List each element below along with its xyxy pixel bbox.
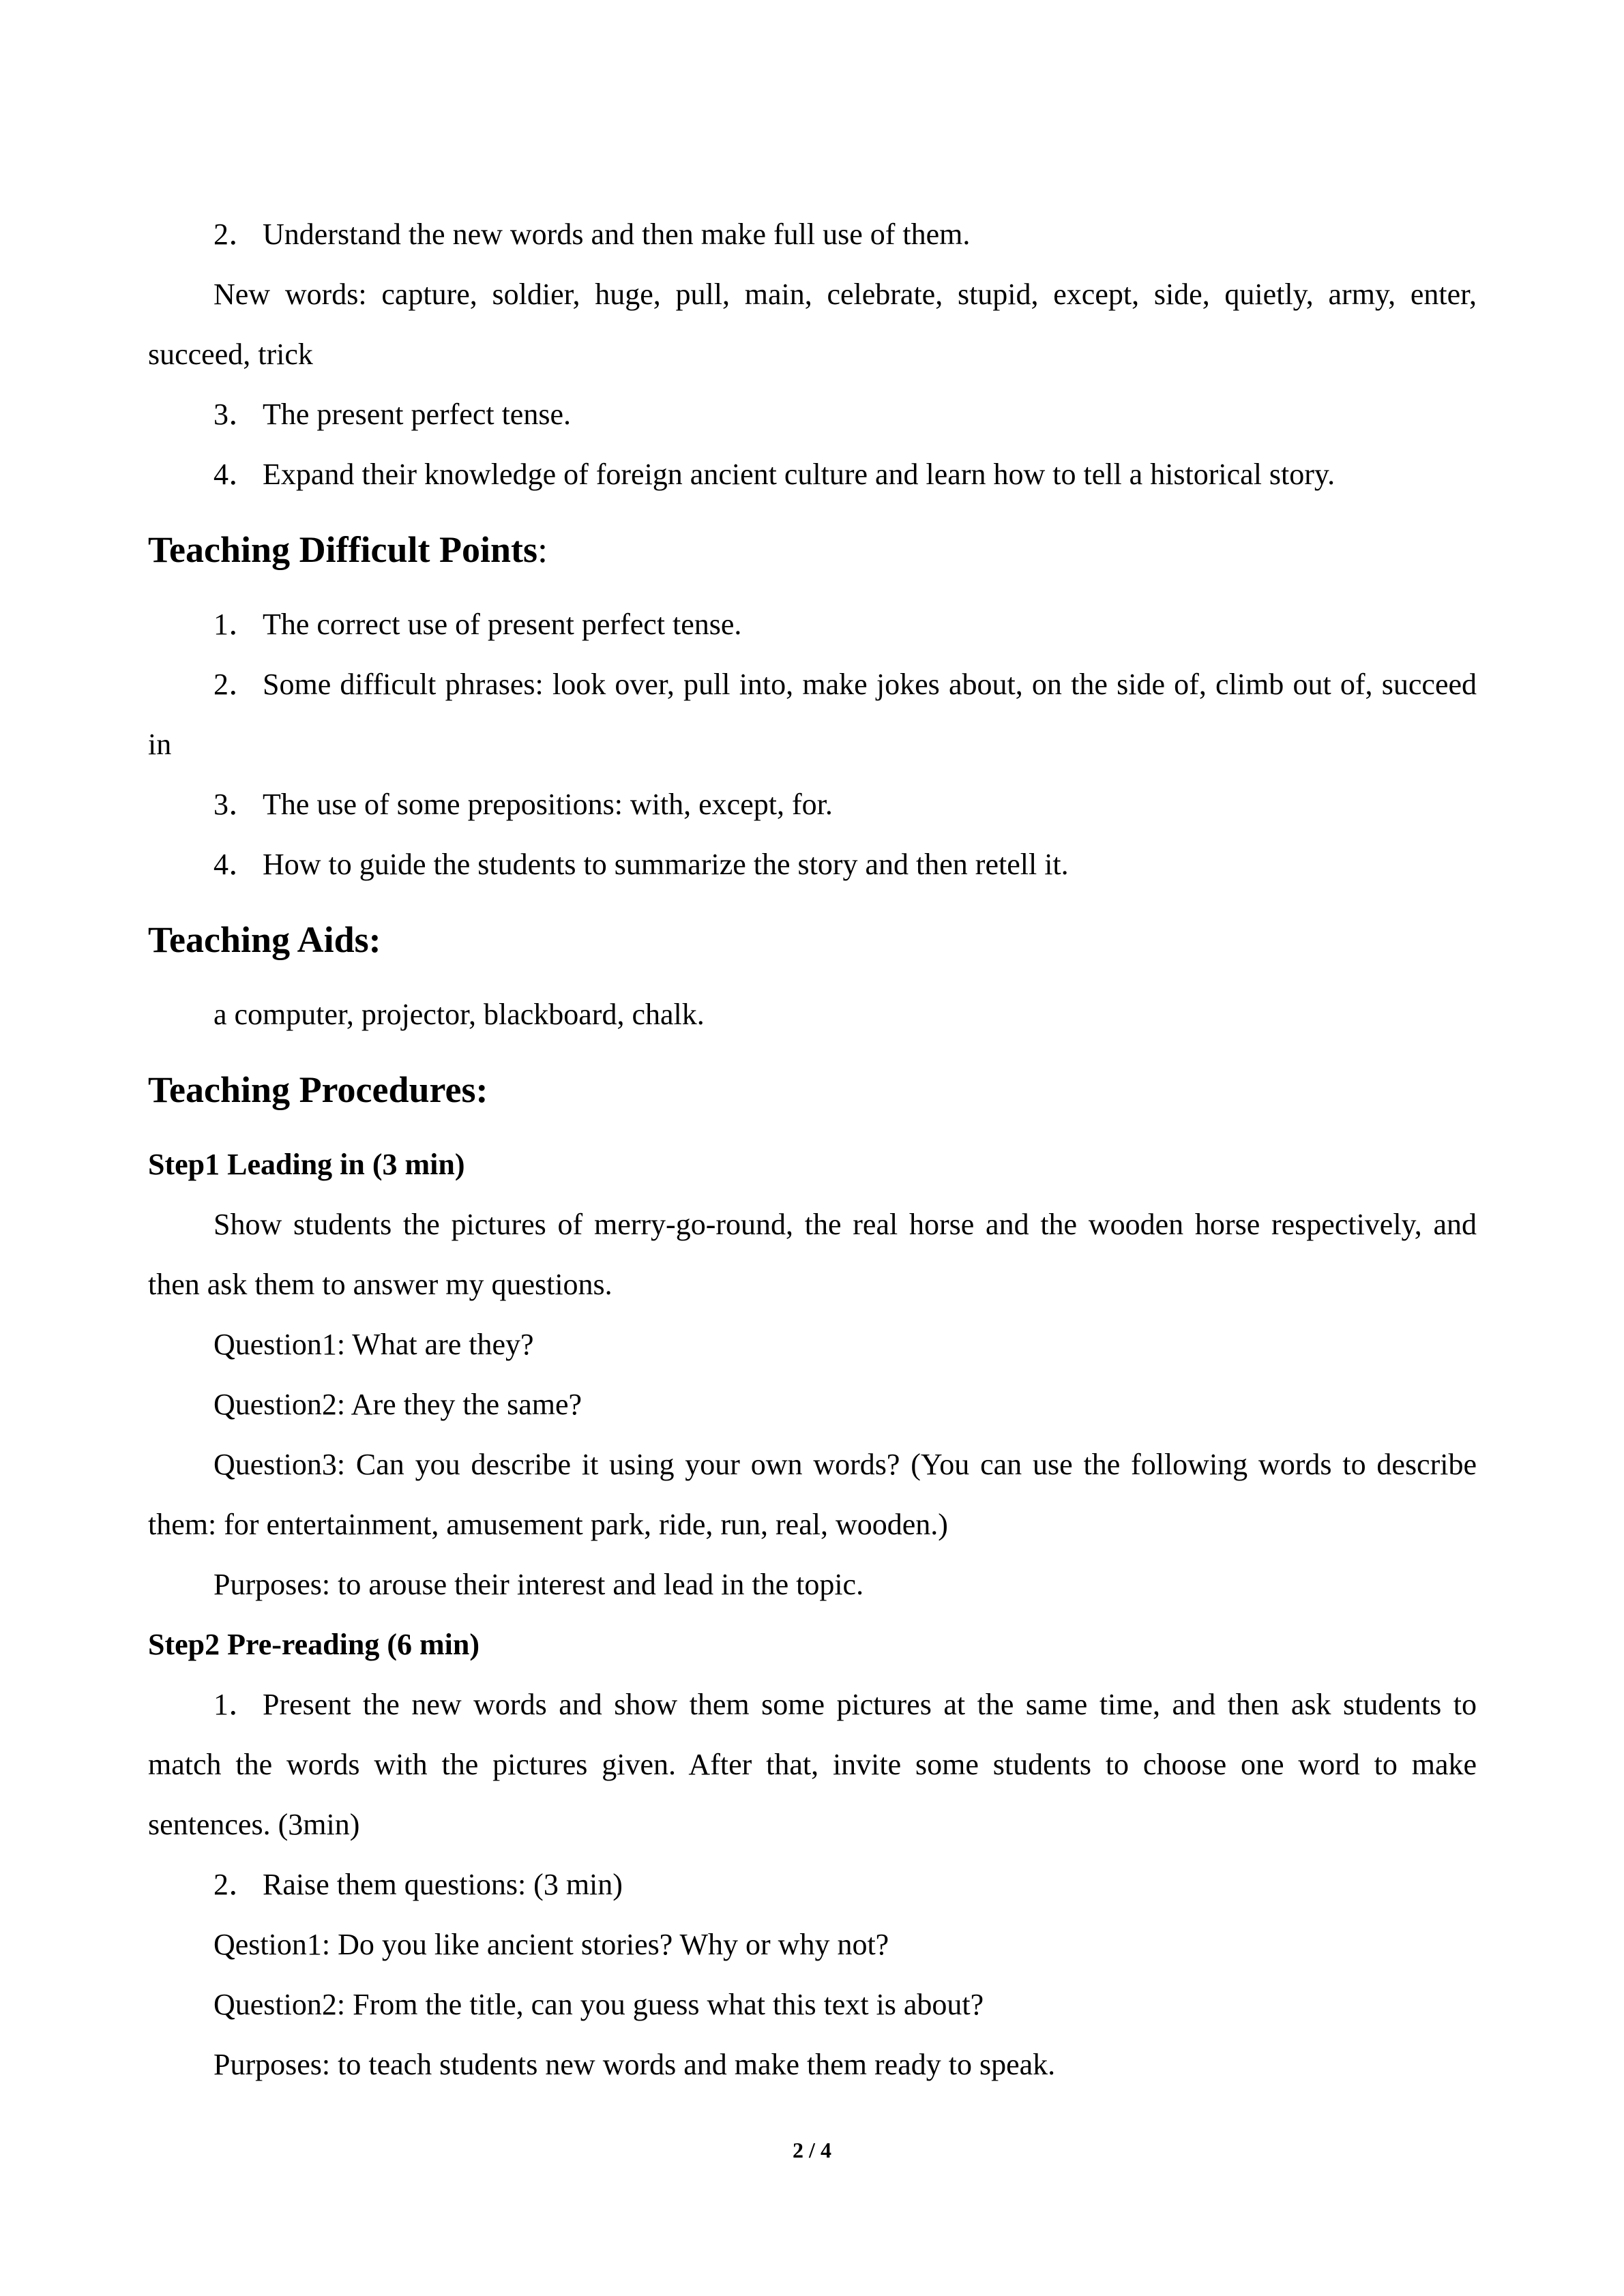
list-text: Present the new words and show them some pictures at the same time, and then ask students to match the words with the pictures given. After that, invite some students to choose one word to make sentences. (3min) xyxy=(148,1688,1477,1841)
list-text: The correct use of present perfect tense. xyxy=(263,608,742,641)
step2-question-1: Qestion1: Do you like ancient stories? Why or why not? xyxy=(213,1928,889,1961)
key-point-item-2 xyxy=(148,205,1477,265)
teaching-aids-heading: Teaching Aids: xyxy=(148,919,381,960)
page-number: 2 / 4 xyxy=(793,2138,831,2162)
list-number: 1． xyxy=(213,1688,259,1721)
list-text: Some difficult phrases: look over, pull into, make jokes about, on the side of, climb out of, succeed in xyxy=(148,668,1477,761)
list-number: 2． xyxy=(213,668,259,701)
teaching-aids-text: a computer, projector, blackboard, chalk. xyxy=(213,998,705,1031)
list-text: Expand their knowledge of foreign ancient culture and learn how to tell a historical story. xyxy=(263,458,1335,491)
list-text: The use of some prepositions: with, except, for. xyxy=(263,788,833,821)
list-text: The present perfect tense. xyxy=(263,398,571,431)
key-point-item-3 xyxy=(148,385,1477,445)
step2-item-1 xyxy=(148,1675,1477,1855)
step1-question-2: Question2: Are they the same? xyxy=(213,1388,582,1421)
step1-purpose: Purposes: to arouse their interest and lead in the topic. xyxy=(213,1568,864,1601)
list-number: 1． xyxy=(213,608,259,641)
heading-text: Teaching Difficult Points xyxy=(148,529,538,570)
new-words-paragraph: New words: capture, soldier, huge, pull, main, celebrate, stupid, except, side, quietly, army, enter, succeed, trick xyxy=(148,278,1477,371)
step1-heading: Step1 Leading in (3 min) xyxy=(148,1148,465,1181)
step1-intro: Show students the pictures of merry-go-round, the real horse and the wooden horse respectively, and then ask them to answer my questions. xyxy=(148,1208,1477,1301)
difficult-point-item-4 xyxy=(148,835,1477,895)
step2-heading: Step2 Pre-reading (6 min) xyxy=(148,1628,479,1661)
list-number: 3． xyxy=(213,788,259,821)
step1-question-3: Question3: Can you describe it using your own words? (You can use the following words to describe them: for entertainment, amusement park, ride, run, real, wooden.) xyxy=(148,1448,1477,1541)
list-number: 3． xyxy=(213,398,259,431)
list-number: 2． xyxy=(213,1868,259,1901)
list-text: Understand the new words and then make full use of them. xyxy=(263,218,971,251)
list-number: 4． xyxy=(213,848,259,881)
list-text: How to guide the students to summarize the story and then retell it. xyxy=(263,848,1069,881)
step1-question-1: Question1: What are they? xyxy=(213,1328,534,1361)
heading-colon: : xyxy=(537,529,548,570)
difficult-point-item-1 xyxy=(148,595,1477,655)
step2-purpose: Purposes: to teach students new words and make them ready to speak. xyxy=(213,2048,1056,2081)
difficult-point-item-3 xyxy=(148,775,1477,835)
teaching-procedures-heading: Teaching Procedures: xyxy=(148,1069,488,1110)
step2-item-2 xyxy=(148,1855,1477,1915)
step2-question-2: Question2: From the title, can you guess what this text is about? xyxy=(213,1988,984,2021)
difficult-points-heading xyxy=(148,517,1477,582)
document-page xyxy=(148,205,1477,2095)
list-number: 2． xyxy=(213,218,259,251)
list-text: Raise them questions: (3 min) xyxy=(263,1868,623,1901)
key-point-item-4 xyxy=(148,445,1477,505)
list-number: 4． xyxy=(213,458,259,491)
difficult-point-item-2 xyxy=(148,655,1477,775)
